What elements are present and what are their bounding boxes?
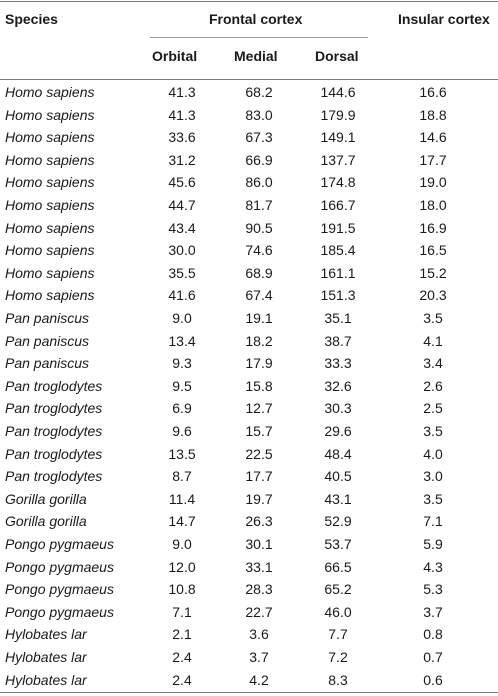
species-cell: Hylobates lar <box>5 672 87 688</box>
medial-cell: 22.7 <box>245 604 273 620</box>
medial-cell: 12.7 <box>245 400 273 416</box>
orbital-cell: 30.0 <box>168 242 196 258</box>
insular-cell: 0.6 <box>423 672 443 688</box>
orbital-cell: 35.5 <box>168 265 196 281</box>
insular-cell: 3.5 <box>423 491 443 507</box>
orbital-cell: 9.0 <box>172 536 192 552</box>
insular-cell: 5.3 <box>423 581 443 597</box>
species-cell: Homo sapiens <box>5 129 95 145</box>
orbital-cell: 13.4 <box>168 333 196 349</box>
medial-cell: 28.3 <box>245 581 273 597</box>
header-frontal-cortex: Frontal cortex <box>209 11 303 27</box>
dorsal-cell: 149.1 <box>320 129 356 145</box>
species-cell: Homo sapiens <box>5 287 95 303</box>
species-cell: Hylobates lar <box>5 626 87 642</box>
medial-cell: 81.7 <box>245 197 273 213</box>
insular-cell: 19.0 <box>419 174 447 190</box>
species-cell: Pan troglodytes <box>5 446 103 462</box>
medial-cell: 83.0 <box>245 107 273 123</box>
orbital-cell: 9.6 <box>172 423 192 439</box>
species-cell: Pan paniscus <box>5 310 90 326</box>
orbital-cell: 13.5 <box>168 446 196 462</box>
orbital-cell: 11.4 <box>168 491 196 507</box>
species-cell: Homo sapiens <box>5 152 95 168</box>
header-orbital: Orbital <box>152 48 198 64</box>
insular-cell: 3.7 <box>423 604 443 620</box>
insular-cell: 3.5 <box>423 310 443 326</box>
dorsal-cell: 33.3 <box>324 355 352 371</box>
orbital-cell: 9.5 <box>172 378 192 394</box>
orbital-cell: 12.0 <box>168 559 196 575</box>
orbital-cell: 2.1 <box>172 626 192 642</box>
dorsal-cell: 32.6 <box>324 378 352 394</box>
header-insular-cortex: Insular cortex <box>398 11 490 27</box>
insular-cell: 17.7 <box>419 152 447 168</box>
dorsal-cell: 38.7 <box>324 333 352 349</box>
dorsal-cell: 179.9 <box>320 107 356 123</box>
insular-cell: 3.0 <box>423 468 443 484</box>
dorsal-cell: 144.6 <box>320 84 356 100</box>
dorsal-cell: 46.0 <box>324 604 352 620</box>
species-cell: Pan troglodytes <box>5 468 103 484</box>
orbital-cell: 9.0 <box>172 310 192 326</box>
orbital-cell: 44.7 <box>168 197 196 213</box>
medial-cell: 15.8 <box>245 378 273 394</box>
species-cell: Pongo pygmaeus <box>5 604 114 620</box>
dorsal-cell: 52.9 <box>324 513 352 529</box>
orbital-cell: 2.4 <box>172 649 192 665</box>
medial-cell: 67.4 <box>245 287 273 303</box>
dorsal-cell: 137.7 <box>320 152 356 168</box>
species-cell: Homo sapiens <box>5 220 95 236</box>
header-medial: Medial <box>234 48 278 64</box>
dorsal-cell: 30.3 <box>324 400 352 416</box>
insular-cell: 16.5 <box>419 242 447 258</box>
species-cell: Pan paniscus <box>5 333 90 349</box>
dorsal-cell: 174.8 <box>320 174 356 190</box>
orbital-cell: 7.1 <box>172 604 192 620</box>
medial-cell: 26.3 <box>245 513 273 529</box>
orbital-cell: 41.3 <box>168 84 196 100</box>
species-cell: Gorilla gorilla <box>5 513 87 529</box>
medial-cell: 17.7 <box>245 468 273 484</box>
insular-cell: 0.7 <box>423 649 443 665</box>
dorsal-cell: 40.5 <box>324 468 352 484</box>
species-cell: Pongo pygmaeus <box>5 581 114 597</box>
dorsal-cell: 7.2 <box>328 649 348 665</box>
species-cell: Homo sapiens <box>5 107 95 123</box>
medial-cell: 90.5 <box>245 220 273 236</box>
header-rule <box>0 79 498 80</box>
frontal-subheader-rule <box>150 37 368 38</box>
medial-cell: 30.1 <box>245 536 273 552</box>
species-cell: Homo sapiens <box>5 197 95 213</box>
dorsal-cell: 53.7 <box>324 536 352 552</box>
species-cell: Pan troglodytes <box>5 423 103 439</box>
dorsal-cell: 65.2 <box>324 581 352 597</box>
medial-cell: 67.3 <box>245 129 273 145</box>
insular-cell: 7.1 <box>423 513 443 529</box>
dorsal-cell: 7.7 <box>328 626 348 642</box>
orbital-cell: 2.4 <box>172 672 192 688</box>
dorsal-cell: 151.3 <box>320 287 356 303</box>
orbital-cell: 31.2 <box>168 152 196 168</box>
insular-cell: 3.4 <box>423 355 443 371</box>
dorsal-cell: 35.1 <box>324 310 352 326</box>
medial-cell: 86.0 <box>245 174 273 190</box>
medial-cell: 3.6 <box>249 626 269 642</box>
orbital-cell: 14.7 <box>168 513 196 529</box>
species-cell: Pan troglodytes <box>5 400 103 416</box>
orbital-cell: 41.6 <box>168 287 196 303</box>
insular-cell: 5.9 <box>423 536 443 552</box>
orbital-cell: 43.4 <box>168 220 196 236</box>
medial-cell: 68.2 <box>245 84 273 100</box>
orbital-cell: 6.9 <box>172 400 192 416</box>
orbital-cell: 33.6 <box>168 129 196 145</box>
orbital-cell: 41.3 <box>168 107 196 123</box>
insular-cell: 16.9 <box>419 220 447 236</box>
species-cell: Homo sapiens <box>5 242 95 258</box>
medial-cell: 4.2 <box>249 672 269 688</box>
insular-cell: 2.6 <box>423 378 443 394</box>
insular-cell: 15.2 <box>419 265 447 281</box>
medial-cell: 17.9 <box>245 355 273 371</box>
bottom-rule <box>0 692 498 693</box>
orbital-cell: 10.8 <box>168 581 196 597</box>
dorsal-cell: 191.5 <box>320 220 356 236</box>
medial-cell: 33.1 <box>245 559 273 575</box>
medial-cell: 74.6 <box>245 242 273 258</box>
species-cell: Homo sapiens <box>5 174 95 190</box>
insular-cell: 4.0 <box>423 446 443 462</box>
insular-cell: 14.6 <box>419 129 447 145</box>
insular-cell: 2.5 <box>423 400 443 416</box>
top-rule <box>0 1 498 2</box>
dorsal-cell: 161.1 <box>320 265 356 281</box>
medial-cell: 22.5 <box>245 446 273 462</box>
insular-cell: 3.5 <box>423 423 443 439</box>
dorsal-cell: 66.5 <box>324 559 352 575</box>
insular-cell: 0.8 <box>423 626 443 642</box>
insular-cell: 20.3 <box>419 287 447 303</box>
orbital-cell: 8.7 <box>172 468 192 484</box>
orbital-cell: 45.6 <box>168 174 196 190</box>
medial-cell: 15.7 <box>245 423 273 439</box>
header-species: Species <box>5 11 58 27</box>
medial-cell: 18.2 <box>245 333 273 349</box>
dorsal-cell: 43.1 <box>324 491 352 507</box>
insular-cell: 16.6 <box>419 84 447 100</box>
dorsal-cell: 166.7 <box>320 197 356 213</box>
insular-cell: 18.8 <box>419 107 447 123</box>
species-cell: Homo sapiens <box>5 84 95 100</box>
species-cell: Gorilla gorilla <box>5 491 87 507</box>
orbital-cell: 9.3 <box>172 355 192 371</box>
dorsal-cell: 48.4 <box>324 446 352 462</box>
medial-cell: 66.9 <box>245 152 273 168</box>
species-cell: Homo sapiens <box>5 265 95 281</box>
insular-cell: 4.3 <box>423 559 443 575</box>
species-cell: Pongo pygmaeus <box>5 536 114 552</box>
dorsal-cell: 185.4 <box>320 242 356 258</box>
medial-cell: 3.7 <box>249 649 269 665</box>
species-cell: Pan troglodytes <box>5 378 103 394</box>
medial-cell: 19.7 <box>245 491 273 507</box>
insular-cell: 4.1 <box>423 333 443 349</box>
dorsal-cell: 8.3 <box>328 672 348 688</box>
species-cell: Hylobates lar <box>5 649 87 665</box>
insular-cell: 18.0 <box>419 197 447 213</box>
species-cell: Pongo pygmaeus <box>5 559 114 575</box>
header-dorsal: Dorsal <box>315 48 359 64</box>
species-cell: Pan paniscus <box>5 355 90 371</box>
medial-cell: 19.1 <box>245 310 273 326</box>
medial-cell: 68.9 <box>245 265 273 281</box>
dorsal-cell: 29.6 <box>324 423 352 439</box>
